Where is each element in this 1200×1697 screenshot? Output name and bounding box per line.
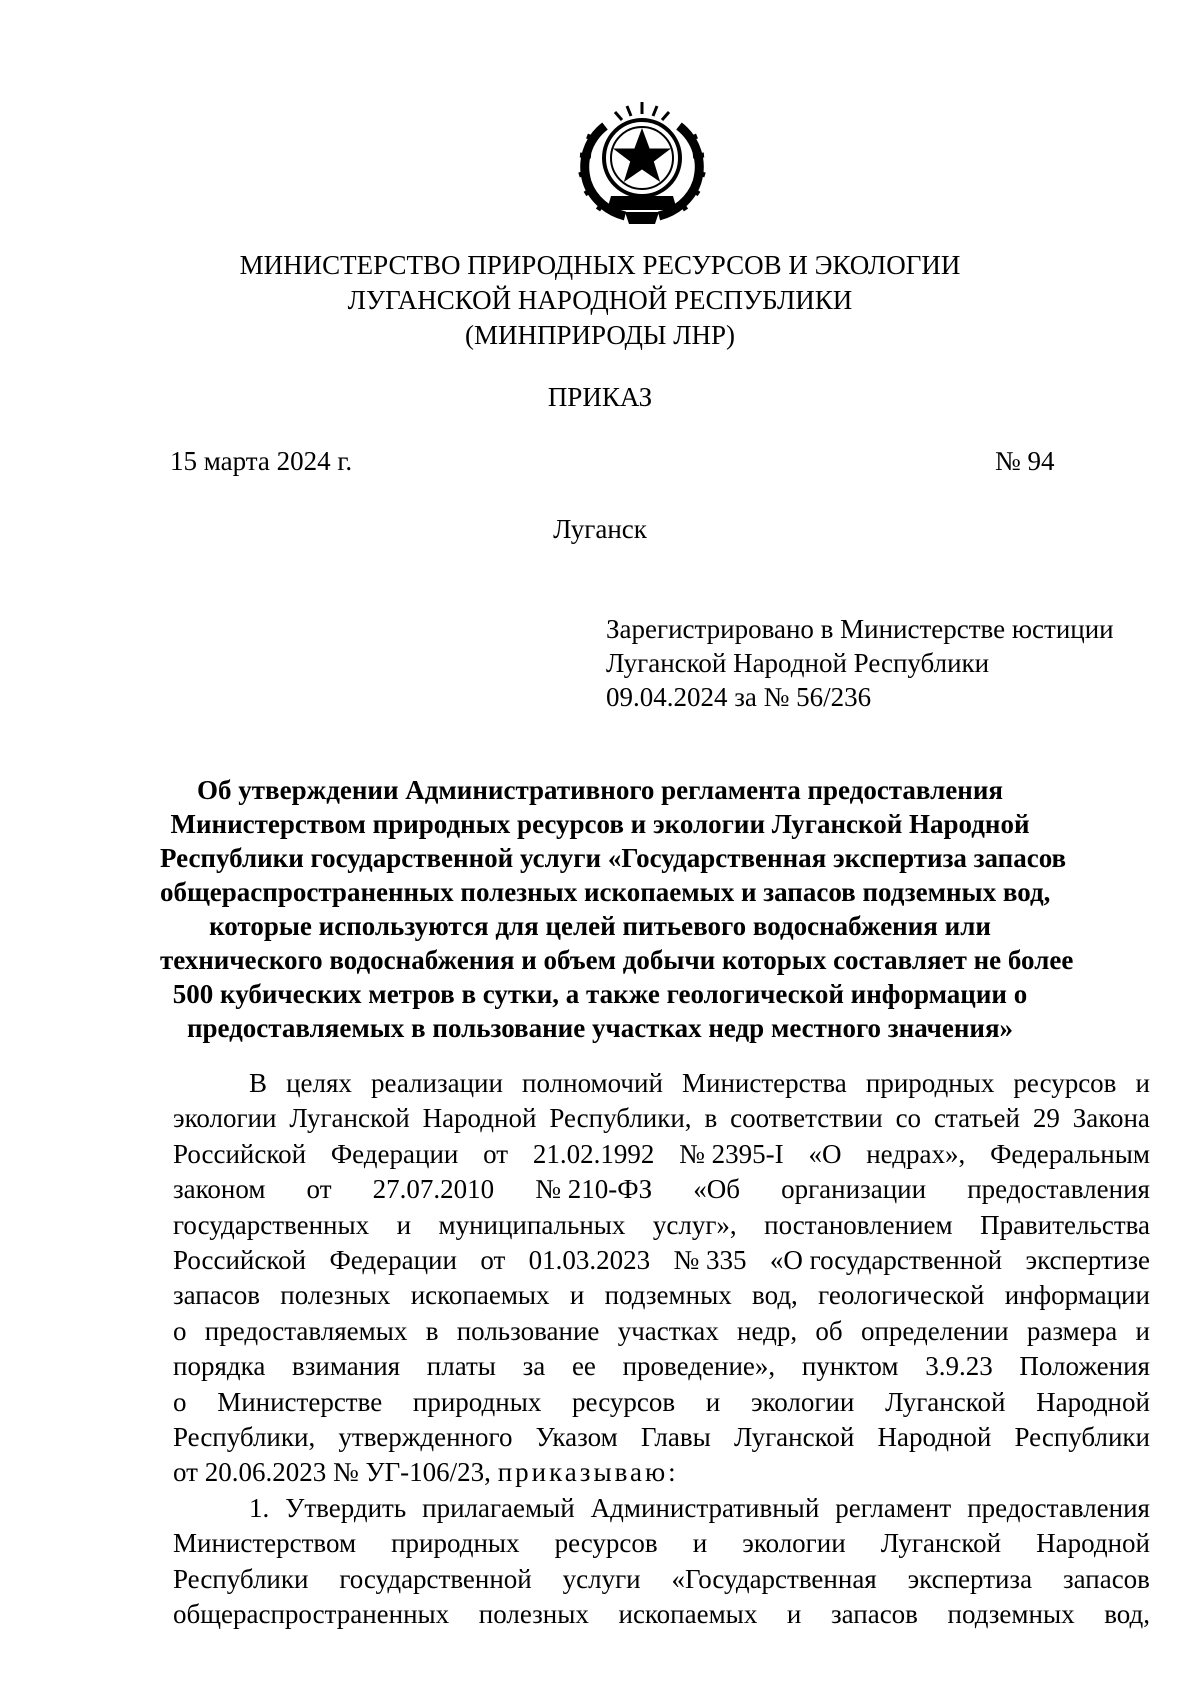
- word: запасов: [173, 1280, 260, 1311]
- word: взимания: [292, 1351, 401, 1382]
- document-body: [173, 1066, 1150, 1633]
- word: услуги: [562, 1563, 641, 1594]
- word: определении: [860, 1315, 1009, 1346]
- text-line: [173, 1597, 1150, 1632]
- word: порядка: [173, 1351, 266, 1382]
- word: экспертиза: [907, 1563, 1033, 1594]
- word: 01.03.2023: [528, 1245, 651, 1276]
- word: Республики,: [549, 1103, 692, 1134]
- word: услуг»,: [652, 1209, 737, 1240]
- word: Федерации: [330, 1138, 459, 1169]
- word: 21.02.1992: [532, 1138, 655, 1169]
- title-line: Об утверждении Административного регламента предоставления: [197, 775, 1003, 805]
- word: Луганской: [880, 1528, 1002, 1559]
- document-date: 15 марта 2024 г.: [170, 446, 353, 476]
- text-line: [173, 1066, 1150, 1101]
- word: и: [396, 1209, 412, 1240]
- word: целях: [286, 1068, 352, 1098]
- word: «Об: [693, 1174, 740, 1205]
- word: Народной: [422, 1103, 537, 1134]
- word: пользование: [456, 1315, 600, 1346]
- document-city: Луганск: [553, 514, 647, 544]
- text-line: [173, 1137, 1150, 1172]
- word: 3.9.23: [925, 1351, 993, 1382]
- word: Республики,: [173, 1422, 316, 1453]
- word: природных: [865, 1068, 995, 1098]
- word: подземных: [604, 1280, 732, 1311]
- ministry-name: [0, 248, 1200, 353]
- word: Республики: [173, 1563, 309, 1594]
- title-line: Республики государственной услуги «Государственная экспертиза запасов: [160, 843, 1067, 873]
- coat-of-arms-emblem: [567, 100, 717, 230]
- word: недр,: [737, 1315, 798, 1346]
- text-line: [173, 1278, 1150, 1313]
- word: полезных: [280, 1280, 391, 1311]
- word: 27.07.2010: [372, 1174, 495, 1205]
- word: Народной: [1036, 1386, 1150, 1417]
- word: полномочий: [522, 1068, 663, 1098]
- word: муниципальных: [438, 1209, 626, 1240]
- word: Народной: [877, 1422, 992, 1453]
- word: запасов: [1062, 1563, 1150, 1594]
- word: Луганской: [733, 1422, 855, 1453]
- word: подземных: [947, 1599, 1075, 1630]
- word: «О: [808, 1138, 842, 1169]
- title-line: предоставляемых в пользование участках недр местного значения»: [186, 1013, 1014, 1043]
- word: участках: [617, 1315, 719, 1346]
- word: «О государственной: [769, 1245, 1003, 1276]
- word: и: [1135, 1315, 1150, 1346]
- word: ресурсов: [554, 1528, 658, 1559]
- text-line: [173, 1314, 1150, 1349]
- registration-line: Луганской Народной Республики: [606, 648, 990, 678]
- word: утвержденного: [338, 1422, 513, 1453]
- word: и: [569, 1280, 585, 1311]
- text-line: [173, 1101, 1150, 1136]
- word: платы: [426, 1351, 496, 1382]
- word: ископаемых: [410, 1280, 550, 1311]
- word: и: [786, 1599, 802, 1630]
- word: о: [173, 1315, 187, 1346]
- word: Луганской: [289, 1103, 410, 1134]
- title-line: 500 кубических метров в сутки, а также геологической информации о: [172, 979, 1028, 1009]
- word: вод,: [752, 1280, 798, 1311]
- text-line: [173, 1491, 1150, 1526]
- word: реализации: [371, 1068, 503, 1098]
- document-type: ПРИКАЗ: [547, 382, 653, 412]
- word: запасов: [830, 1599, 918, 1630]
- word: Федеральным: [990, 1138, 1150, 1169]
- word: Министерством: [173, 1528, 357, 1559]
- word: экспертизе: [1025, 1245, 1150, 1276]
- word: предоставляемых: [204, 1315, 408, 1346]
- word: ее: [571, 1351, 596, 1382]
- word: предоставления: [967, 1174, 1150, 1205]
- word: и: [1135, 1068, 1150, 1098]
- word: полезных: [478, 1599, 589, 1630]
- word: Положения: [1019, 1351, 1150, 1382]
- word: ископаемых: [618, 1599, 758, 1630]
- preamble-last-text: от 20.06.2023 № УГ-106/23,: [173, 1457, 491, 1488]
- word: и: [692, 1528, 708, 1559]
- paragraph-item-1: [173, 1491, 1150, 1633]
- word: Народной: [1036, 1528, 1150, 1559]
- ministry-name-line: (МИНПРИРОДЫ ЛНР): [464, 320, 736, 350]
- word: Республики: [1014, 1422, 1150, 1453]
- word: 29: [1032, 1103, 1060, 1134]
- registration-line: 09.04.2024 за № 56/236: [606, 682, 872, 712]
- text-line: [173, 1562, 1150, 1597]
- word: экологии: [742, 1528, 846, 1559]
- word: Утвердить: [285, 1492, 407, 1523]
- text-line: [173, 1385, 1150, 1420]
- word: от: [483, 1138, 509, 1169]
- ministry-name-line: МИНИСТЕРСТВО ПРИРОДНЫХ РЕСУРСОВ И ЭКОЛОГИИ: [239, 250, 961, 280]
- word: Российской: [173, 1245, 307, 1276]
- word: геологической: [818, 1280, 985, 1311]
- word: в: [425, 1315, 439, 1346]
- word: ресурсов: [1013, 1068, 1117, 1098]
- word: природных: [391, 1528, 520, 1559]
- word: Указом: [535, 1422, 618, 1453]
- word: организации: [781, 1174, 927, 1205]
- word: предоставления: [967, 1492, 1150, 1523]
- paragraph-preamble-last-line: [173, 1455, 1150, 1490]
- word: от: [480, 1245, 506, 1276]
- word: прилагаемый: [422, 1492, 575, 1523]
- word: от: [306, 1174, 332, 1205]
- word: В: [249, 1068, 268, 1098]
- word: общераспространенных: [173, 1599, 450, 1630]
- word: со: [895, 1103, 922, 1134]
- word: № 335: [673, 1245, 747, 1276]
- word: Закона: [1072, 1103, 1150, 1134]
- word: постановлением: [764, 1209, 953, 1240]
- text-line: [173, 1349, 1150, 1384]
- word: Министерства: [682, 1068, 847, 1098]
- word: № 210-ФЗ: [535, 1174, 653, 1205]
- word: природных: [412, 1386, 542, 1417]
- text-line: [173, 1243, 1150, 1278]
- word: статьей: [933, 1103, 1020, 1134]
- word: о: [173, 1386, 187, 1417]
- word: размера: [1026, 1315, 1118, 1346]
- word: вод,: [1104, 1599, 1150, 1630]
- document-number: № 94: [995, 446, 1055, 476]
- text-line: [173, 1208, 1150, 1243]
- word: № 2395-I: [679, 1138, 784, 1169]
- word: Федерации: [329, 1245, 457, 1276]
- word: регламент: [835, 1492, 952, 1523]
- word: Правительства: [980, 1209, 1150, 1240]
- word: Министерстве: [217, 1386, 383, 1417]
- word: в: [704, 1103, 718, 1134]
- title-line: которые используются для целей питьевого водоснабжения или: [209, 911, 991, 941]
- word: недрах»,: [866, 1138, 966, 1169]
- word: «Государственная: [671, 1563, 877, 1594]
- word: за: [522, 1351, 546, 1382]
- paragraph-preamble: [173, 1066, 1150, 1455]
- word: Луганской: [885, 1386, 1006, 1417]
- document-title: [160, 773, 1074, 1045]
- registration-note: [606, 612, 1114, 714]
- word: соответствии: [730, 1103, 883, 1134]
- word: Российской: [173, 1138, 307, 1169]
- ministry-name-line: ЛУГАНСКОЙ НАРОДНОЙ РЕСПУБЛИКИ: [347, 285, 853, 315]
- word: государственных: [173, 1209, 370, 1240]
- word: законом: [173, 1174, 266, 1205]
- word: экологии: [750, 1386, 855, 1417]
- word: об: [815, 1315, 843, 1346]
- word: ресурсов: [572, 1386, 676, 1417]
- word: проведение»,: [622, 1351, 776, 1382]
- word: Главы: [640, 1422, 711, 1453]
- word: государственной: [339, 1563, 532, 1594]
- text-line: [173, 1172, 1150, 1207]
- word: пунктом: [801, 1351, 899, 1382]
- word: 1.: [249, 1492, 270, 1523]
- order-word: приказываю:: [497, 1457, 679, 1488]
- word: Административный: [590, 1492, 820, 1523]
- text-line: [173, 1526, 1150, 1561]
- registration-line: Зарегистрировано в Министерстве юстиции: [606, 614, 1114, 644]
- word: информации: [1004, 1280, 1150, 1311]
- title-line: общераспространенных полезных ископаемых и запасов подземных вод,: [160, 877, 1051, 907]
- text-line: [173, 1420, 1150, 1455]
- title-line: технического водоснабжения и объем добычи которых составляет не более: [160, 945, 1074, 975]
- title-line: Министерством природных ресурсов и экологии Луганской Народной: [170, 809, 1030, 839]
- word: и: [705, 1386, 721, 1417]
- word: экологии: [173, 1103, 277, 1134]
